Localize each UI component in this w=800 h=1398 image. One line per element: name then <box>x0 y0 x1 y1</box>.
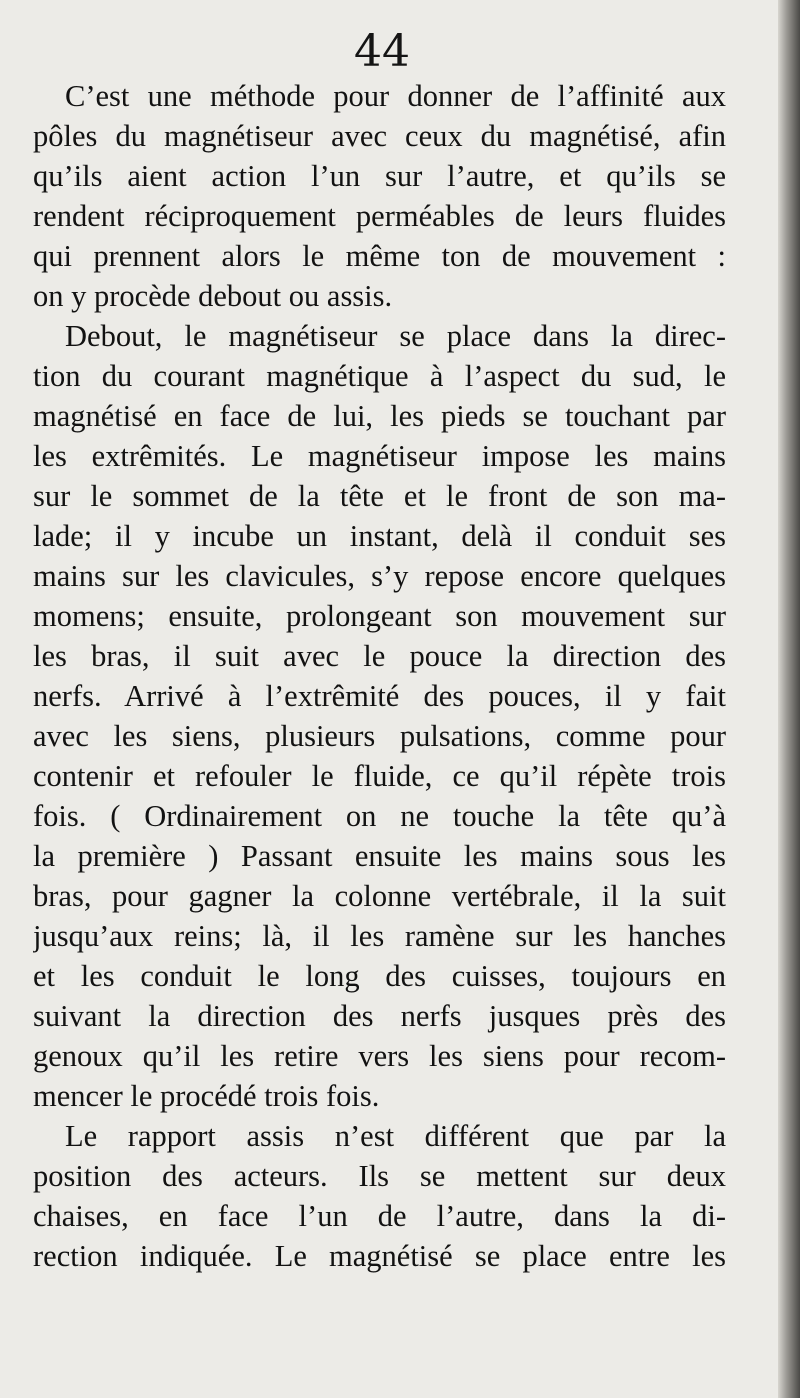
text-line: contenir et refouler le fluide, ce qu’il répète trois <box>33 759 726 793</box>
page-number: 44 <box>354 26 410 77</box>
text-line: nerfs. Arrivé à l’extrêmité des pouces, il y fait <box>33 679 726 713</box>
text-line: C’est une méthode pour donner de l’affinité aux <box>65 79 726 113</box>
page-edge-shadow <box>778 0 800 1398</box>
text-line: position des acteurs. Ils se mettent sur deux <box>33 1159 726 1193</box>
text-line: qu’ils aient action l’un sur l’autre, et qu’ils se <box>33 159 726 193</box>
body-text <box>33 76 726 1276</box>
text-line: on y procède debout ou assis. <box>33 279 393 313</box>
text-line: rendent réciproquement perméables de leurs fluides <box>33 199 726 233</box>
text-line: les extrêmités. Le magnétiseur impose les mains <box>33 439 726 473</box>
text-line: avec les siens, plusieurs pulsations, comme pour <box>33 719 726 753</box>
text-line: mencer le procédé trois fois. <box>33 1079 380 1113</box>
text-line: lade; il y incube un instant, delà il conduit ses <box>33 519 726 553</box>
text-line: pôles du magnétiseur avec ceux du magnétisé, afin <box>33 119 726 153</box>
text-line: qui prennent alors le même ton de mouvement : <box>33 239 726 273</box>
text-line: suivant la direction des nerfs jusques près des <box>33 999 726 1033</box>
text-line: momens; ensuite, prolongeant son mouvement sur <box>33 599 726 633</box>
text-line: sur le sommet de la tête et le front de son ma- <box>33 479 726 513</box>
text-line: chaises, en face l’un de l’autre, dans la di- <box>33 1199 726 1233</box>
text-line: tion du courant magnétique à l’aspect du sud, le <box>33 359 726 393</box>
text-line: et les conduit le long des cuisses, toujours en <box>33 959 726 993</box>
text-line: bras, pour gagner la colonne vertébrale, il la suit <box>33 879 726 913</box>
text-line: genoux qu’il les retire vers les siens pour recom- <box>33 1039 726 1073</box>
text-line: Debout, le magnétiseur se place dans la direc- <box>65 319 726 353</box>
text-line: rection indiquée. Le magnétisé se place entre les <box>33 1239 726 1273</box>
text-line: la première ) Passant ensuite les mains sous les <box>33 839 726 873</box>
text-line: Le rapport assis n’est différent que par la <box>65 1119 726 1153</box>
text-line: les bras, il suit avec le pouce la direction des <box>33 639 726 673</box>
text-line: fois. ( Ordinairement on ne touche la tête qu’à <box>33 799 726 833</box>
text-line: jusqu’aux reins; là, il les ramène sur les hanches <box>33 919 726 953</box>
text-line: mains sur les clavicules, s’y repose encore quelques <box>33 559 726 593</box>
text-line: magnétisé en face de lui, les pieds se touchant par <box>33 399 726 433</box>
